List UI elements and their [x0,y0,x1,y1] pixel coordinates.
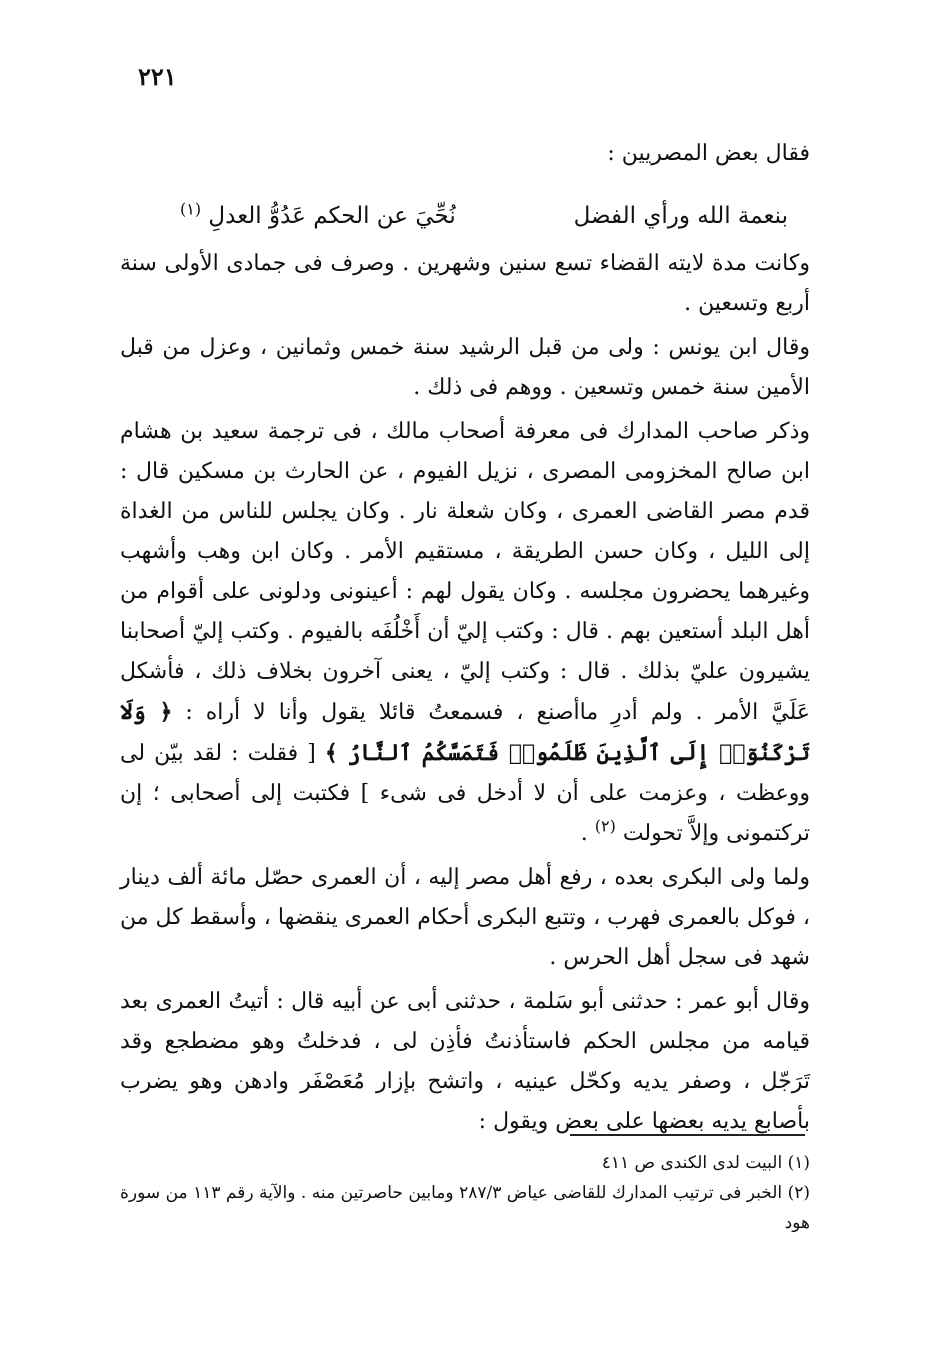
footnote-reference: (٢) [594,816,616,836]
footnote-reference: (١) [180,199,202,219]
paragraph: وقال ابن يونس : ولى من قبل الرشيد سنة خمس وثمانين ، وعزل من قبل الأمين سنة خمس وتسعين . ووهم فى ذلك . [120,335,810,400]
paragraph: وكانت مدة لايته القضاء تسع سنين وشهرين . وصرف فى جمادى الأولى سنة أربع وتسعين . [120,251,810,316]
intro-line: فقال بعض المصريين : [607,141,810,166]
footnote-divider [570,1134,805,1136]
poetry-verse [120,196,810,236]
paragraph-madarik [120,412,810,854]
verse-second-hemistich [180,196,456,236]
footnote: (١) البيت لدى الكندى ص ٤١١ [601,1153,810,1173]
page-number: ٢٢١ [138,62,177,91]
main-text [120,134,810,1146]
paragraph-text: [ فقلت : لقد بيّن لى ووعظت ، وعزمت على أن لا أدخل فى شىء ] فكتبت إلى أصحابى ؛ إن تركتمونى وإلاَّ تحولت [120,741,810,846]
footnote: (٢) الخبر فى ترتيب المدارك للقاضى عياض ٢٨٧/٣ ومابين حاصرتين منه . والآية رقم ١١٣ من سورة هود [120,1183,811,1233]
paragraph-text: وذكر صاحب المدارك فى معرفة أصحاب مالك ، فى ترجمة سعيد بن هشام ابن صالح المخزومى المصرى ، نزيل الفيوم ، عن الحارث بن مسكين قال : قدم مصر القاضى العمرى ، وكان شعلة نار . وكان يجلس للناس من الغداة إلى الليل ، وكان حسن الطريقة ، مستقيم الأمر . وكان ابن وهب وأشهب وغيرهما يحضرون مجلسه . وكان يقول لهم : أعينونى ودلونى على أقوام من أهل البلد أستعين بهم . قال : وكتب إليّ أن أَخْلُفَه بالفيوم . وكتب إليّ أصحابنا يشيرون عليّ بذلك . قال : وكتب إليّ ، يعنى آخرون بخلاف ذلك ، فأشكل عَلَيَّ الأمر . ولم أدرِ ماأصنع ، فسمعتُ قائلا يقول وأنا لا أراه : [120,419,810,725]
footnotes [120,1148,810,1238]
quran-quote: ﴿ وَلَا تَرْكَنُوٓا۟ إِلَى ٱلَّذِينَ ظَلَمُوا۟ فَتَمَسَّكُمُ ٱلنَّارُ ﴾ [120,699,811,766]
paragraph: ولما ولى البكرى بعده ، رفع أهل مصر إليه ، أن العمرى حصّل مائة ألف دينار ، فوكل بالعمرى فهرب ، وتتبع البكرى أحكام العمرى ينقضها ، وأسقط كل من شهد فى سجل أهل الحرس . [119,865,810,970]
paragraph-end-mark: . [580,821,588,846]
verse-second-hemistich-text: نُحِّيَ عن الحكم عَدُوُّ العدلِ [208,203,456,229]
verse-first-hemistich: بنعمة الله ورأي الفضل [573,203,788,229]
paragraph: وقال أبو عمر : حدثنى أبو سَلمة ، حدثنى أبى عن أبيه قال : أتيتُ العمرى بعد قيامه من مجلس الحكم فاستأذنتُ فأذِن لى ، فدخلتُ وهو مضطجع وقد تَرَجّل ، وصفر يديه وكحّل عينيه ، واتشح بإزار مُعَصْفَر وادهن وهو يضرب بأصابع يديه بعضها على بعض ويقول : [120,989,810,1134]
